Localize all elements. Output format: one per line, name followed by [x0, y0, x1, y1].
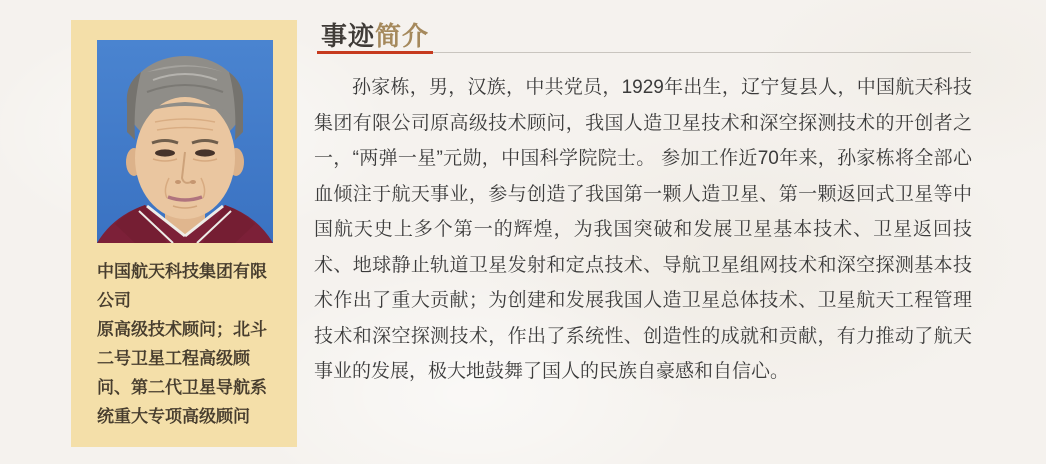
- profile-caption: [97, 257, 274, 431]
- organization-name: 中国航天科技集团有限公司: [97, 262, 267, 310]
- section-title-part1: 事迹: [321, 21, 376, 51]
- section-title: [321, 19, 429, 53]
- section-title-part2: 简介: [375, 21, 430, 51]
- portrait-illustration: [97, 40, 273, 243]
- biography-text: 孙家栋，男，汉族，中共党员，1929年出生，辽宁复县人，中国航天科技集团有限公司原高级技术顾问，我国人造卫星技术和深空探测技术的开创者之一，“两弹一星”元勋，中国科学院院士。 参加工作近70年来，孙家栋将全部心血倾注于航天事业，参与创造了我国第一颗人造卫星、第一颗返回式卫星等中国航天史上多个第一的辉煌，为我国突破和发展卫星基本技术、卫星返回技术、地球静止轨道卫星发射和定点技术、导航卫星组网技术和深空探测基本技术作出了重大贡献；为创建和发展我国人造卫星总体技术、卫星航天工程管理技术和深空探测技术，作出了系统性、创造性的成就和贡献，有力推动了航天事业的发展，极大地鼓舞了国人的民族自豪感和自信心。: [314, 77, 972, 382]
- portrait-photo: [97, 40, 273, 243]
- position-title: 原高级技术顾问；北斗二号卫星工程高级顾问、第二代卫星导航系统重大专项高级顾问: [97, 320, 267, 426]
- profile-card: [71, 20, 297, 447]
- divider-accent-bar: [317, 51, 433, 54]
- section-divider: [317, 52, 971, 53]
